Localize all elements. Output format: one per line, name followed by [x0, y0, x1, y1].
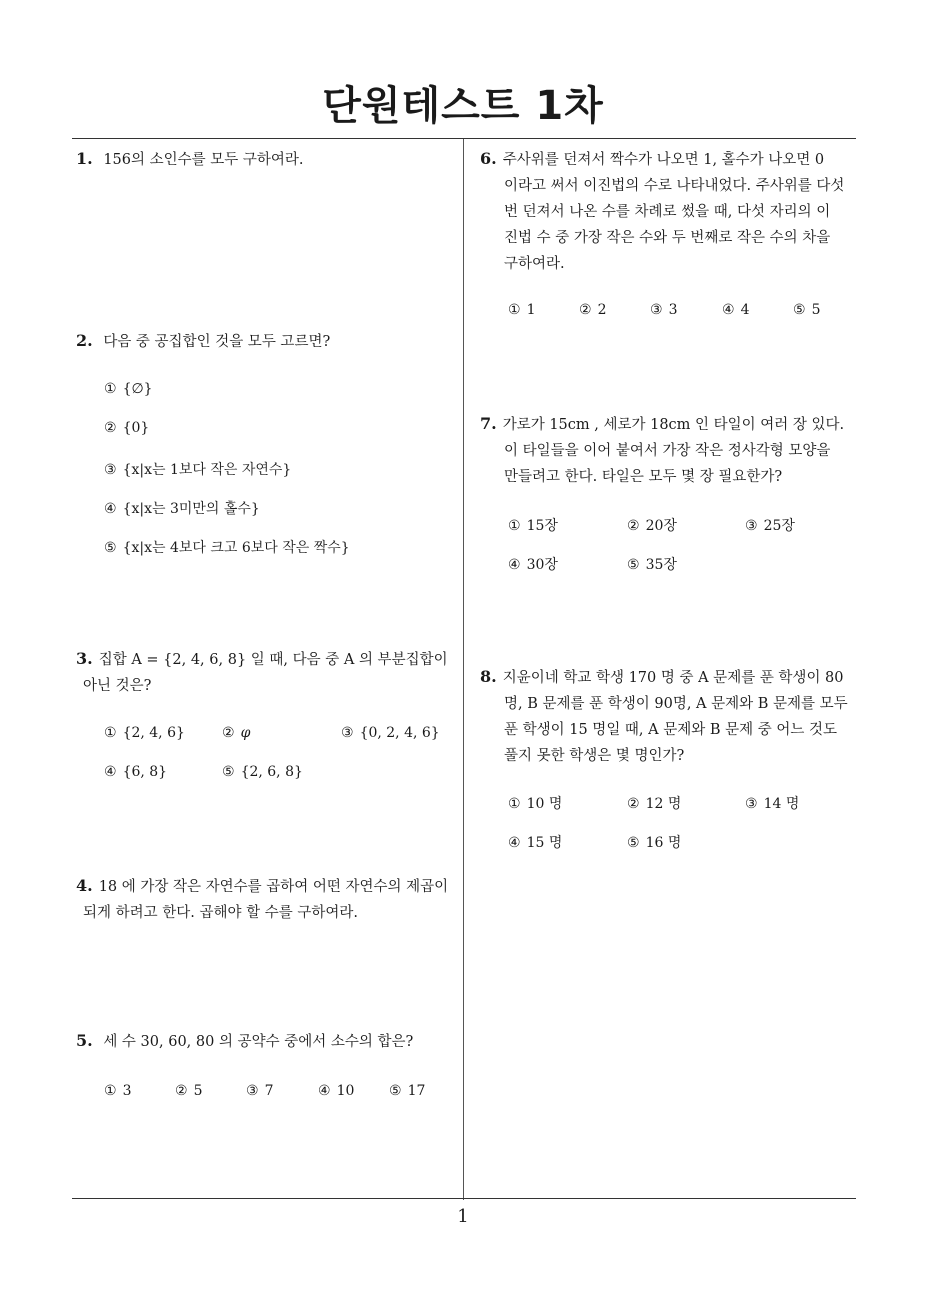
question-number: 2. [76, 331, 93, 350]
question-number: 1. [76, 149, 93, 168]
question-text-line-2: 명, B 문제를 푼 학생이 90명, A 문제와 B 문제를 모두 [504, 696, 848, 712]
question-number: 5. [76, 1031, 93, 1050]
q7-option-5[interactable]: ⑤ 35장 [627, 557, 677, 573]
question-1 [76, 146, 304, 173]
question-text-line-2: 이라고 써서 이진법의 수로 나타내었다. 주사위를 다섯 [504, 178, 845, 194]
question-text-line-2: 아닌 것은? [83, 678, 152, 694]
q2-option-1[interactable]: ① {∅} [104, 381, 153, 397]
question-text-line-2: 이 타일들을 이어 붙여서 가장 작은 정사각형 모양을 [504, 443, 831, 459]
question-text-line-1: 집합 A = {2, 4, 6, 8} 일 때, 다음 중 A 의 부분집합이 [98, 652, 448, 668]
q2-option-2[interactable]: ② {0} [104, 420, 150, 436]
question-text-line-5: 구하여라. [504, 256, 565, 272]
q5-option-2[interactable]: ② 5 [175, 1083, 203, 1099]
question-2 [76, 328, 330, 355]
question-4 [76, 873, 461, 926]
question-number: 3. [76, 649, 93, 668]
q3-option-2[interactable]: ② φ [222, 725, 251, 741]
question-text-line-3: 만들려고 한다. 타일은 모두 몇 장 필요한가? [504, 469, 783, 485]
top-rule [72, 138, 856, 139]
q7-option-1[interactable]: ① 15장 [508, 518, 558, 534]
q8-option-1[interactable]: ① 10 명 [508, 796, 563, 812]
q5-option-1[interactable]: ① 3 [104, 1083, 132, 1099]
q8-option-5[interactable]: ⑤ 16 명 [627, 835, 682, 851]
page-number: 1 [457, 1206, 469, 1227]
question-text-line-4: 풀지 못한 학생은 몇 명인가? [504, 748, 685, 764]
q3-option-5[interactable]: ⑤ {2, 6, 8} [222, 764, 303, 780]
question-7 [480, 411, 862, 490]
question-8 [480, 664, 862, 769]
q5-option-4[interactable]: ④ 10 [318, 1083, 355, 1099]
q2-option-3[interactable]: ③ {x|x는 1보다 작은 자연수} [104, 462, 292, 478]
question-text: 156의 소인수를 모두 구하여라. [103, 152, 304, 168]
question-text-line-1: 18 에 가장 작은 자연수를 곱하여 어떤 자연수의 제곱이 [98, 879, 449, 895]
q7-option-3[interactable]: ③ 25장 [745, 518, 795, 534]
q5-option-3[interactable]: ③ 7 [246, 1083, 274, 1099]
q8-option-3[interactable]: ③ 14 명 [745, 796, 800, 812]
question-5 [76, 1028, 413, 1055]
q5-option-5[interactable]: ⑤ 17 [389, 1083, 426, 1099]
q3-option-3[interactable]: ③ {0, 2, 4, 6} [341, 725, 440, 741]
q8-option-2[interactable]: ② 12 명 [627, 796, 682, 812]
question-number: 7. [480, 414, 497, 433]
question-3 [76, 646, 461, 699]
question-number: 8. [480, 667, 497, 686]
question-text-line-2: 되게 하려고 한다. 곱해야 할 수를 구하여라. [83, 905, 358, 921]
question-text: 다음 중 공집합인 것을 모두 고르면? [103, 334, 331, 350]
q6-option-2[interactable]: ② 2 [579, 302, 607, 318]
q6-option-3[interactable]: ③ 3 [650, 302, 678, 318]
question-text-line-1: 주사위를 던져서 짝수가 나오면 1, 홀수가 나오면 0 [502, 152, 825, 168]
question-6 [480, 146, 862, 277]
question-text-line-3: 푼 학생이 15 명일 때, A 문제와 B 문제 중 어느 것도 [504, 722, 838, 738]
q6-option-1[interactable]: ① 1 [508, 302, 536, 318]
q7-option-2[interactable]: ② 20장 [627, 518, 677, 534]
q6-option-5[interactable]: ⑤ 5 [793, 302, 821, 318]
q6-option-4[interactable]: ④ 4 [722, 302, 750, 318]
q3-option-4[interactable]: ④ {6, 8} [104, 764, 168, 780]
question-text-line-1: 가로가 15cm , 세로가 18cm 인 타일이 여러 장 있다. [502, 417, 845, 433]
q3-option-1[interactable]: ① {2, 4, 6} [104, 725, 185, 741]
question-text-line-3: 번 던져서 나온 수를 차례로 썼을 때, 다섯 자리의 이 [504, 204, 831, 220]
page-title: 단원테스트 1차 [322, 83, 604, 129]
q8-option-4[interactable]: ④ 15 명 [508, 835, 563, 851]
question-number: 6. [480, 149, 497, 168]
q2-option-5[interactable]: ⑤ {x|x는 4보다 크고 6보다 작은 짝수} [104, 540, 350, 556]
q2-option-4[interactable]: ④ {x|x는 3미만의 홀수} [104, 501, 260, 517]
column-divider [463, 139, 464, 1200]
question-text-line-4: 진법 수 중 가장 작은 수와 두 번째로 작은 수의 차을 [504, 230, 831, 246]
bottom-rule [72, 1198, 856, 1199]
question-text: 세 수 30, 60, 80 의 공약수 중에서 소수의 합은? [103, 1034, 414, 1050]
q7-option-4[interactable]: ④ 30장 [508, 557, 558, 573]
question-text-line-1: 지윤이네 학교 학생 170 명 중 A 문제를 푼 학생이 80 [502, 670, 844, 686]
question-number: 4. [76, 876, 93, 895]
